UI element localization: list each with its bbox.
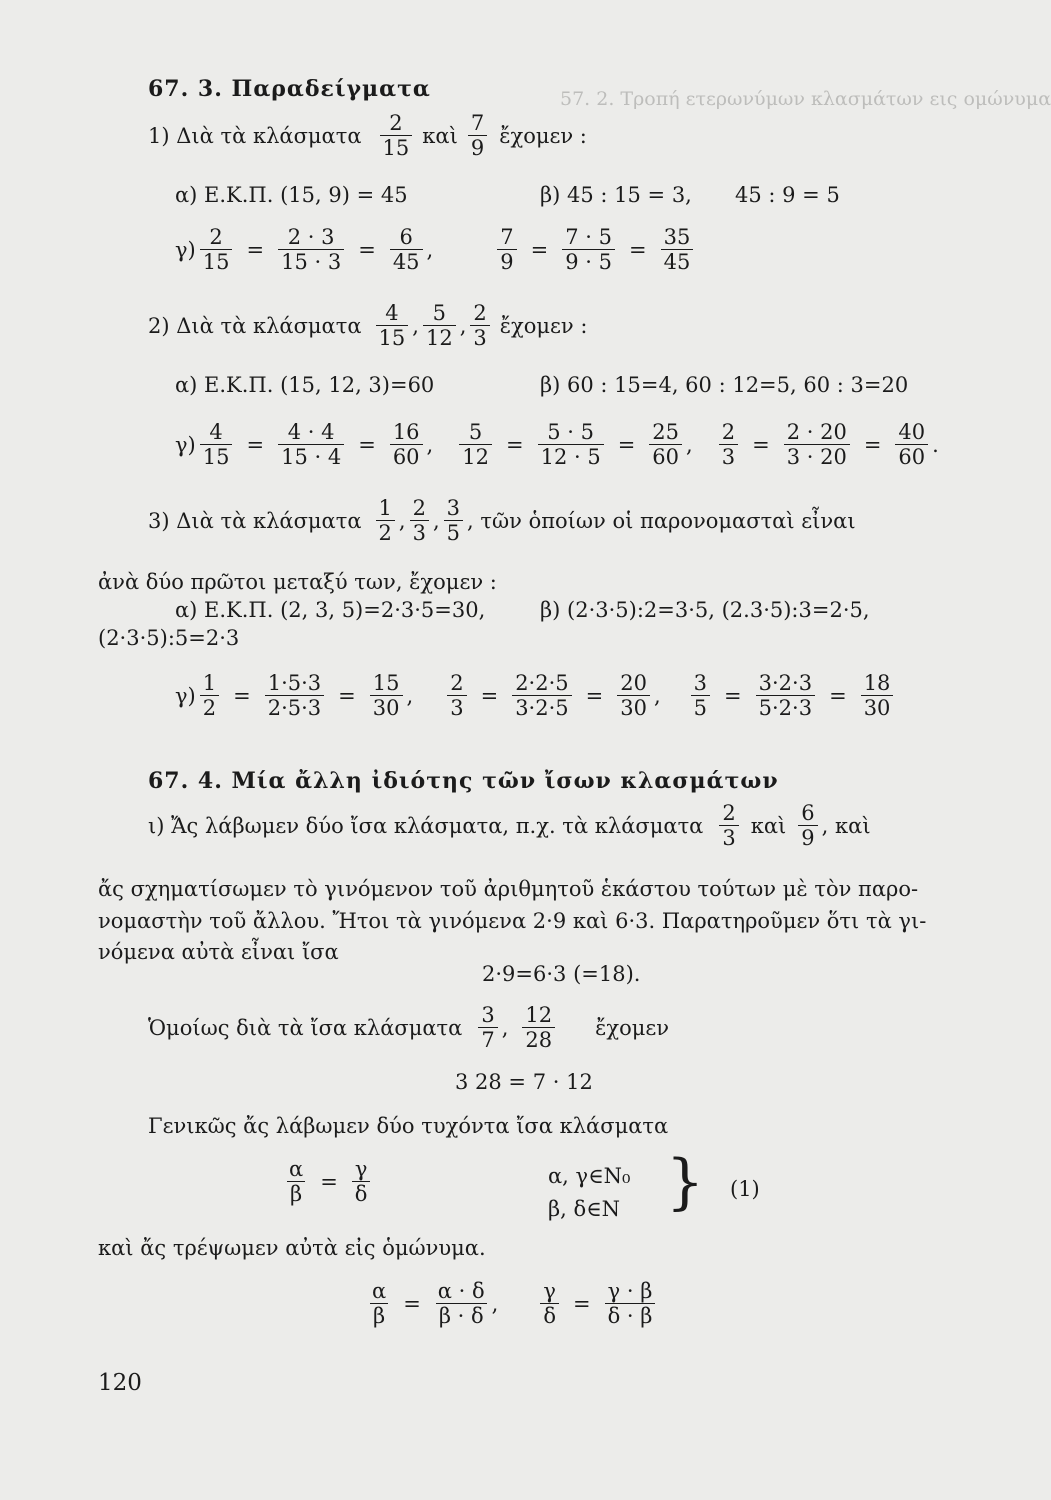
homonymous-conversion: $\frac{\alpha}{\beta}$ = $\frac{\alpha \cdot \delta}{\beta \cdot \delta}$ , $\frac{\gamma}{\delta}$ = $\frac{\gamma \cdot \beta}{\delta \cdot \beta}$ (365, 1280, 659, 1327)
fraction: $\frac{\gamma}{\delta}$ (540, 1280, 559, 1327)
equation-2: 3 28 = 7 · 12 (455, 1070, 593, 1094)
fraction: $\frac{25}{60}$ (649, 421, 682, 468)
fraction: $\frac{3}{5}$ (691, 672, 710, 719)
fraction: $\frac{5 \cdot 5}{12 \cdot 5}$ (538, 421, 604, 468)
fraction: $\frac{6}{45}$ (390, 226, 423, 273)
fraction: $\frac{35}{45}$ (661, 226, 694, 273)
fraction: $\frac{2}{15}$ (200, 226, 233, 273)
fraction: $\frac{5}{12}$ (423, 302, 456, 349)
bleed-through-text: 57. 2. Τροπή ετερωνύμων κλασμάτων εις ομώνυμα (560, 88, 1051, 110)
ex1-lcm: α) Ε.Κ.Π. (15, 9) = 45 (175, 183, 408, 207)
fraction: $\frac{1}{2}$ (376, 497, 395, 544)
fraction: $\frac{3}{7}$ (478, 1004, 497, 1051)
fraction: $\frac{\alpha}{\beta}$ (372, 1279, 387, 1329)
fraction: $\frac{40}{60}$ (895, 421, 928, 468)
ex1-intro-line: 1) Διὰ τὰ κλάσματα $\frac{2}{15}$ καὶ $\frac{7}{9}$ ἔχομεν : (148, 111, 587, 161)
fraction: $\frac{7}{9}$ (497, 226, 516, 273)
fraction: $\frac{12}{28}$ (522, 1004, 555, 1051)
ex3-lcm: α) Ε.Κ.Π. (2, 3, 5)=2·3·5=30, (175, 598, 486, 622)
ex3-line2: ἀνὰ δύο πρῶτοι μεταξύ των, ἔχομεν : (98, 570, 497, 594)
fraction: $\frac{1}{2}$ (200, 672, 219, 719)
fraction: $\frac{\alpha \cdot \delta}{\beta \cdot \delta}$ (437, 1279, 485, 1329)
page-number: 120 (98, 1370, 142, 1396)
turn-line: καὶ ἄς τρέψωμεν αὐτὰ εἰς ὁμώνυμα. (98, 1236, 486, 1260)
equation-1: 2·9=6·3 (=18). (482, 962, 641, 986)
general-line: Γενικῶς ἄς λάβωμεν δύο τυχόντα ἴσα κλάσματα (148, 1114, 669, 1138)
ex2-intro-line: 2) Διὰ τὰ κλάσματα $\frac{4}{15}$ , $\frac{5}{12}$ , $\frac{2}{3}$ ἔχομεν : (148, 301, 588, 351)
equation-label: (1) (730, 1177, 760, 1201)
ex3-quotients: β) (2·3·5):2=3·5, (2.3·5):3=2·5, (540, 598, 870, 622)
similar-line: Ὁμοίως διὰ τὰ ἴσα κλάσματα $\frac{3}{7}$ , $\frac{12}{28}$ ἔχομεν (148, 1003, 670, 1053)
prop-paragraph: ἄς σχηματίσωμεν τὸ γινόμενον τοῦ ἀριθμητοῦ ἑκάστου τούτων μὲ τὸν παρο- νομαστὴν τοῦ ἄλλου. Ἤτοι τὰ γινόμενα 2·9 καὶ 6·3. Παρατηροῦμεν ὅτι τὰ γι- νόμενα αὐτὰ εἶναι ἴσα (98, 877, 927, 964)
fraction: $\frac{\gamma}{\delta}$ (352, 1158, 371, 1205)
fraction: $\frac{15}{30}$ (370, 672, 403, 719)
fraction: $\frac{5}{12}$ (459, 421, 492, 468)
fraction: $\frac{3}{5}$ (444, 497, 463, 544)
general-equality: $\frac{\alpha}{\beta}$ = $\frac{\gamma}{\delta}$ (282, 1158, 374, 1205)
ex3-intro-line: 3) Διὰ τὰ κλάσματα $\frac{1}{2}$ , $\frac{2}{3}$ , $\frac{3}{5}$ , τῶν ὁποίων οἱ παρονομασταὶ εἶναι (148, 496, 856, 546)
fraction: $\frac{2}{3}$ (719, 421, 738, 468)
ex3-conversion: γ) $\frac{1}{2}$ = $\frac{1\cdot 5\cdot 3}{2\cdot 5\cdot 3}$ = $\frac{15}{30}$ , $\frac{2}{3}$ = $\frac{2\cdot 2\cdot 5}{3\cdot 2\cdot 5}$ = $\frac{20}{30}$ , $\frac{3}{5}$ = $\frac{3\cdot 2\cdot 3}{5\cdot 2\cdot 3}$ = $\frac{18}{30}$ (175, 672, 897, 719)
fraction: $\frac{\alpha}{\beta}$ (289, 1157, 304, 1207)
fraction: $\frac{4 \cdot 4}{15 \cdot 4}$ (278, 421, 344, 468)
section-heading-67-3: 67. 3. Παραδείγματα (148, 76, 431, 102)
ex1-quotients-2: 45 : 9 = 5 (735, 183, 840, 207)
fraction: $\frac{7 \cdot 5}{9 \cdot 5}$ (562, 226, 615, 273)
fraction: $\frac{4}{15}$ (200, 421, 233, 468)
fraction: $\frac{2 \cdot 20}{3 \cdot 20}$ (784, 421, 850, 468)
ex3-quotients-2: (2·3·5):5=2·3 (98, 626, 240, 650)
fraction: $\frac{2}{3}$ (470, 302, 489, 349)
ex2-conversion: γ) $\frac{4}{15}$ = $\frac{4 \cdot 4}{15 \cdot 4}$ = $\frac{16}{60}$ , $\frac{5}{12}$ = $\frac{5 \cdot 5}{12 \cdot 5}$ = $\frac{25}{60}$ , $\frac{2}{3}$ = $\frac{2 \cdot 20}{3 \cdot 20}$ = $\frac{40}{60}$ . (175, 420, 939, 470)
prop-intro-line: ι) Ἄς λάβωμεν δύο ἴσα κλάσματα, π.χ. τὰ κλάσματα $\frac{2}{3}$ καὶ $\frac{6}{9}$ , καὶ (148, 801, 871, 851)
fraction: $\frac{7}{9}$ (468, 112, 487, 159)
fraction: $\frac{20}{30}$ (617, 672, 650, 719)
ex1-quotients: β) 45 : 15 = 3, (540, 183, 692, 207)
fraction: $\frac{4}{15}$ (376, 302, 409, 349)
ex1-conversion: γ) $\frac{2}{15}$ = $\frac{2 \cdot 3}{15 \cdot 3}$ = $\frac{6}{45}$ , $\frac{7}{9}$ = $\frac{7 \cdot 5}{9 \cdot 5}$ = $\frac{35}{45}$ (175, 226, 697, 273)
fraction: $\frac{2}{3}$ (447, 672, 466, 719)
section-heading-67-4: 67. 4. Μία ἄλλη ἰδιότης τῶν ἴσων κλασμάτων (148, 768, 779, 794)
fraction: $\frac{2 \cdot 3}{15 \cdot 3}$ (278, 226, 344, 273)
fraction: $\frac{1\cdot 5\cdot 3}{2\cdot 5\cdot 3}$ (265, 672, 324, 719)
fraction: $\frac{2\cdot 2\cdot 5}{3\cdot 2\cdot 5}$ (512, 672, 571, 719)
fraction: $\frac{16}{60}$ (390, 421, 423, 468)
fraction: $\frac{2}{15}$ (380, 112, 413, 159)
fraction: $\frac{18}{30}$ (861, 672, 894, 719)
ex2-lcm: α) Ε.Κ.Π. (15, 12, 3)=60 (175, 373, 435, 397)
fraction: $\frac{3\cdot 2\cdot 3}{5\cdot 2\cdot 3}$ (756, 672, 815, 719)
fraction: $\frac{2}{3}$ (410, 497, 429, 544)
fraction: $\frac{\gamma \cdot \beta}{\delta \cdot \beta}$ (605, 1280, 656, 1327)
fraction: $\frac{2}{3}$ (719, 802, 738, 849)
fraction: $\frac{6}{9}$ (798, 802, 817, 849)
right-brace: } (666, 1147, 705, 1217)
ex2-quotients: β) 60 : 15=4, 60 : 12=5, 60 : 3=20 (540, 373, 909, 397)
domain-conditions: α, γ∈N₀ β, δ∈N (548, 1164, 631, 1221)
